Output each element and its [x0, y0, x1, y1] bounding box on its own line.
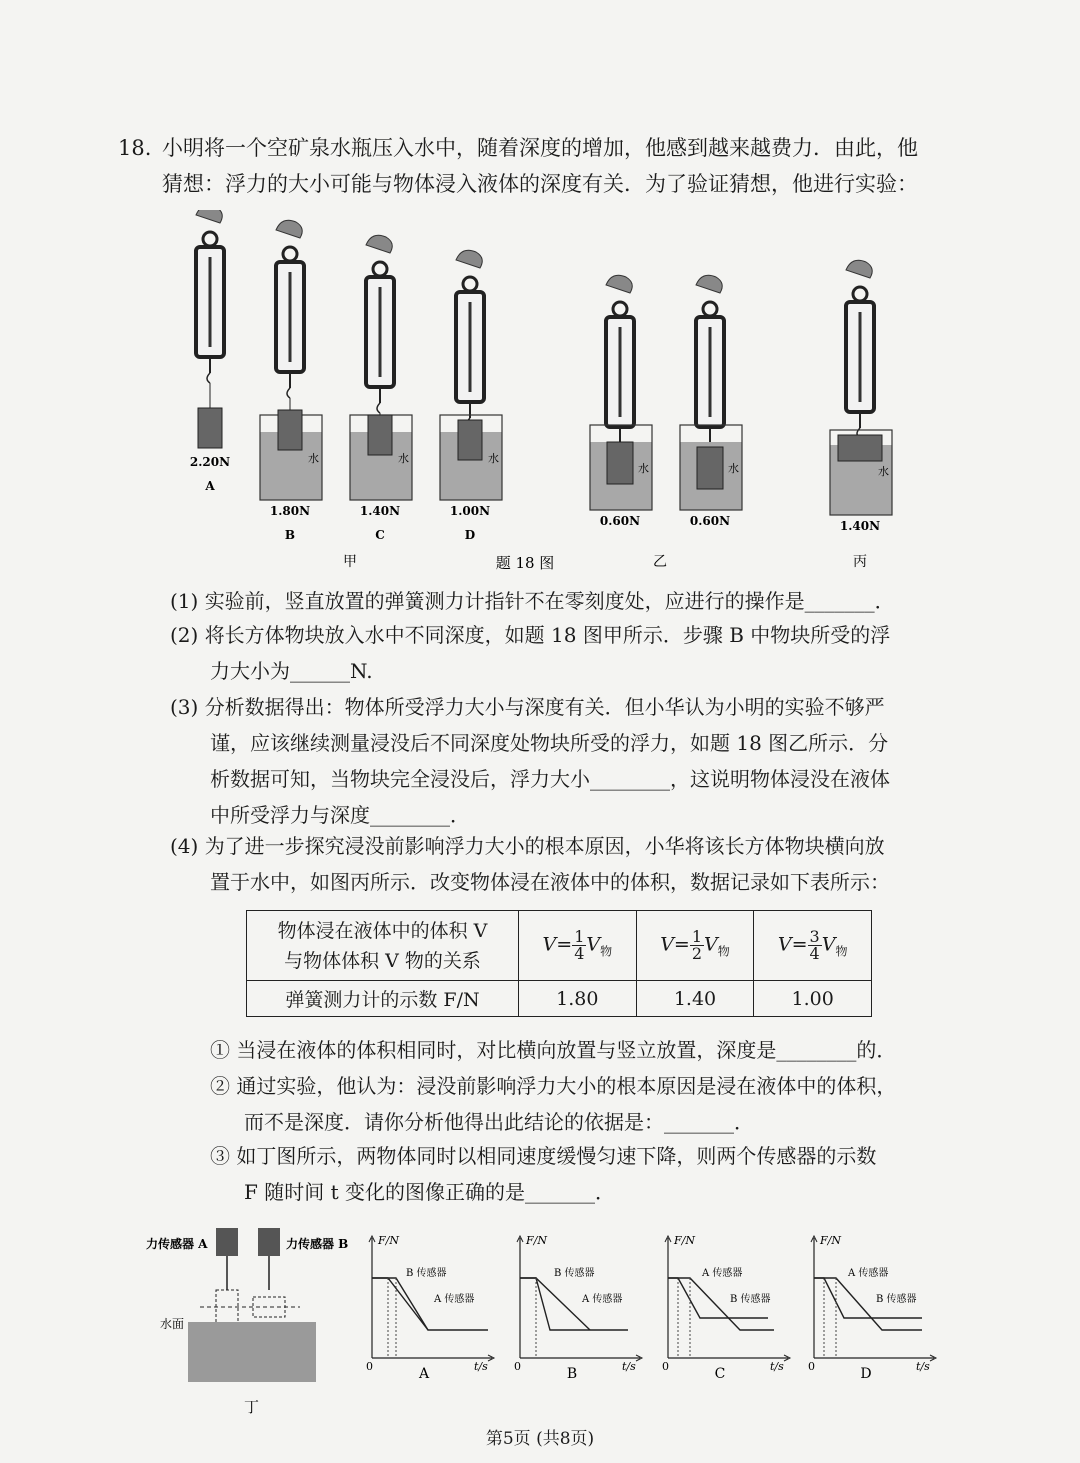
col-sub: 物	[600, 944, 613, 959]
step-letter: D	[464, 528, 476, 542]
figure-18-caption: 题 18 图	[495, 554, 555, 572]
step-letter: B	[284, 528, 296, 542]
page-footer: 第5页 (共8页)	[485, 1429, 595, 1449]
block	[607, 442, 633, 484]
question-intro-line1: 小明将一个空矿泉水瓶压入水中，随着深度的增加，他感到越来越费力．由此，他	[162, 136, 918, 160]
table-col-2	[636, 911, 754, 981]
graph-option-letter: A	[418, 1366, 430, 1382]
scale-reading: 1.80N	[269, 504, 311, 518]
block	[368, 415, 392, 455]
part-3-line2: 谨，应该继续测量浸没后不同深度处物块所受的浮力，如题 18 图乙所示．分	[210, 731, 889, 755]
graphs-options	[360, 1228, 940, 1388]
spring-scale-setup	[440, 250, 502, 542]
part-3-line4: 中所受浮力与深度________．	[210, 803, 470, 827]
graph-origin: 0	[514, 1360, 521, 1373]
table-col-1	[519, 911, 637, 981]
sensor-label-2: B 传感器	[876, 1294, 917, 1305]
col-prefix: V=	[542, 933, 573, 956]
subpart-2-line1: ② 通过实验，他认为：浸没前影响浮力大小的根本原因是浸在液体中的体积，	[210, 1074, 897, 1098]
col-suffix: V	[704, 933, 718, 956]
water-label: 水	[638, 462, 649, 475]
hand-icon	[696, 275, 722, 293]
graph-xlabel: t/s	[474, 1360, 488, 1373]
step-letter: C	[375, 528, 385, 542]
scale-reading: 2.20N	[189, 455, 231, 469]
hand-icon	[456, 250, 482, 268]
table-col-3	[754, 911, 872, 981]
object-a	[216, 1290, 238, 1324]
graph-option-letter: B	[566, 1366, 578, 1382]
col-prefix: V=	[777, 933, 808, 956]
part-2-line2: 力大小为______N.	[210, 659, 373, 683]
graph-xlabel: t/s	[622, 1360, 636, 1373]
subpart-3-line2: F 随时间 t 变化的图像正确的是_______．	[244, 1180, 615, 1204]
figure-18	[180, 210, 920, 580]
graph-xlabel: t/s	[916, 1360, 930, 1373]
col-sub: 物	[835, 944, 848, 959]
fraction-1-4: $\frac{1}{4}$	[574, 927, 585, 963]
water-surface-label: 水面	[160, 1317, 185, 1331]
subpart-1: ① 当浸在液体的体积相同时，对比横向放置与竖立放置，深度是________的．	[210, 1038, 897, 1062]
graph-ylabel: F/N	[526, 1234, 547, 1247]
block	[697, 447, 723, 489]
subpart-3-line1: ③ 如丁图所示，两物体同时以相同速度缓慢匀速下降，则两个传感器的示数	[210, 1144, 877, 1168]
graph-origin: 0	[662, 1360, 669, 1373]
spring-scale-setup	[350, 235, 412, 542]
sensor-label-2: A 传感器	[582, 1294, 623, 1305]
block	[838, 435, 882, 461]
table-header-line2: 与物体体积 V 物的关系	[284, 949, 481, 972]
sensor-label-1: B 传感器	[406, 1268, 447, 1279]
scale-reading: 1.00N	[449, 504, 491, 518]
water-label: 水	[488, 452, 499, 465]
part-3-line1: (3) 分析数据得出：物体所受浮力大小与深度有关．但小华认为小明的实验不够严	[170, 695, 885, 719]
sensor-label-1: A 传感器	[848, 1268, 889, 1279]
group-label-yi: 乙	[653, 554, 667, 570]
graph-origin: 0	[808, 1360, 815, 1373]
block	[198, 408, 222, 448]
graph-option-A	[366, 1234, 494, 1382]
sensor-label-2: B 传感器	[730, 1294, 771, 1305]
water-label: 水	[728, 462, 739, 475]
graph-origin: 0	[366, 1360, 373, 1373]
part-1: (1) 实验前，竖直放置的弹簧测力计指针不在零刻度处，应进行的操作是_______．	[170, 589, 895, 613]
step-letter: A	[205, 479, 215, 493]
spring-scale-setup	[830, 260, 892, 533]
figure-ding	[140, 1220, 360, 1420]
sensor-label-2: A 传感器	[434, 1294, 475, 1305]
col-suffix: V	[586, 933, 601, 956]
spring-scale-setup	[260, 220, 322, 542]
sensor-label-1: B 传感器	[554, 1268, 595, 1279]
hand-icon	[196, 210, 222, 223]
fraction-3-4: $\frac{3}{4}$	[809, 927, 820, 963]
part-2-line1: (2) 将长方体物块放入水中不同深度，如题 18 图甲所示．步骤 B 中物块所受的浮	[170, 623, 891, 647]
block	[458, 420, 482, 460]
col-sub: 物	[717, 944, 730, 959]
subpart-2-line2: 而不是深度．请你分析他得出此结论的依据是：_______．	[244, 1110, 754, 1134]
hand-icon	[366, 235, 392, 253]
table-row2-label: 弹簧测力计的示数 F/N	[247, 981, 519, 1017]
figure-ding-caption: 丁	[244, 1398, 260, 1416]
part-3-line3: 析数据可知，当物块完全浸没后，浮力大小________，这说明物体浸没在液体	[210, 767, 890, 791]
water-tank	[188, 1322, 316, 1382]
graph-option-B	[514, 1234, 642, 1382]
sensor-label-1: A 传感器	[702, 1268, 743, 1279]
water-label: 水	[878, 465, 889, 478]
group-label-bing: 丙	[853, 554, 867, 570]
graph-ylabel: F/N	[674, 1234, 695, 1247]
data-table	[246, 910, 872, 1017]
spring-scale-setup	[190, 210, 230, 493]
question-number: 18.	[118, 136, 152, 160]
sensor-line	[520, 1278, 590, 1330]
part-4-line2: 置于水中，如图丙所示．改变物体浸在液体中的体积，数据记录如下表所示：	[210, 870, 890, 894]
part-4-line1: (4) 为了进一步探究浸没前影响浮力大小的根本原因，小华将该长方体物块横向放	[170, 834, 885, 858]
scale-reading: 1.40N	[359, 504, 401, 518]
table-header-line1: 物体浸在液体中的体积 V	[277, 919, 488, 942]
hand-icon	[606, 275, 632, 293]
hand-icon	[276, 220, 302, 238]
sensor-b-body	[258, 1228, 280, 1256]
graph-ylabel: F/N	[378, 1234, 399, 1247]
graph-option-letter: C	[714, 1366, 726, 1382]
graph-xlabel: t/s	[770, 1360, 784, 1373]
water-label: 水	[398, 452, 409, 465]
table-header-cell	[247, 911, 519, 981]
question-intro-line2: 猜想：浮力的大小可能与物体浸入液体的深度有关．为了验证猜想，他进行实验：	[162, 172, 918, 196]
scale-reading: 0.60N	[689, 514, 731, 528]
graph-ylabel: F/N	[820, 1234, 841, 1247]
table-value-2: 1.40	[636, 981, 754, 1017]
col-suffix: V	[821, 933, 836, 956]
table-value-3: 1.00	[754, 981, 872, 1017]
scale-reading: 1.40N	[839, 519, 881, 533]
sensor-b-label: 力传感器 B	[286, 1237, 349, 1251]
sensor-a-label: 力传感器 A	[146, 1237, 208, 1251]
col-prefix: V=	[660, 933, 690, 956]
scale-reading: 0.60N	[599, 514, 641, 528]
fraction-1-2: $\frac{1}{2}$	[691, 927, 703, 963]
spring-scale-setup	[680, 275, 742, 528]
hand-icon	[846, 260, 872, 278]
water-label: 水	[308, 452, 319, 465]
sensor-a-body	[216, 1228, 238, 1256]
graph-option-C	[662, 1234, 790, 1382]
group-label-jia: 甲	[343, 554, 357, 570]
table-value-1: 1.80	[519, 981, 637, 1017]
spring-scale-setup	[590, 275, 652, 528]
graph-option-D	[808, 1234, 936, 1382]
block	[278, 410, 302, 450]
graph-option-letter: D	[860, 1366, 872, 1382]
